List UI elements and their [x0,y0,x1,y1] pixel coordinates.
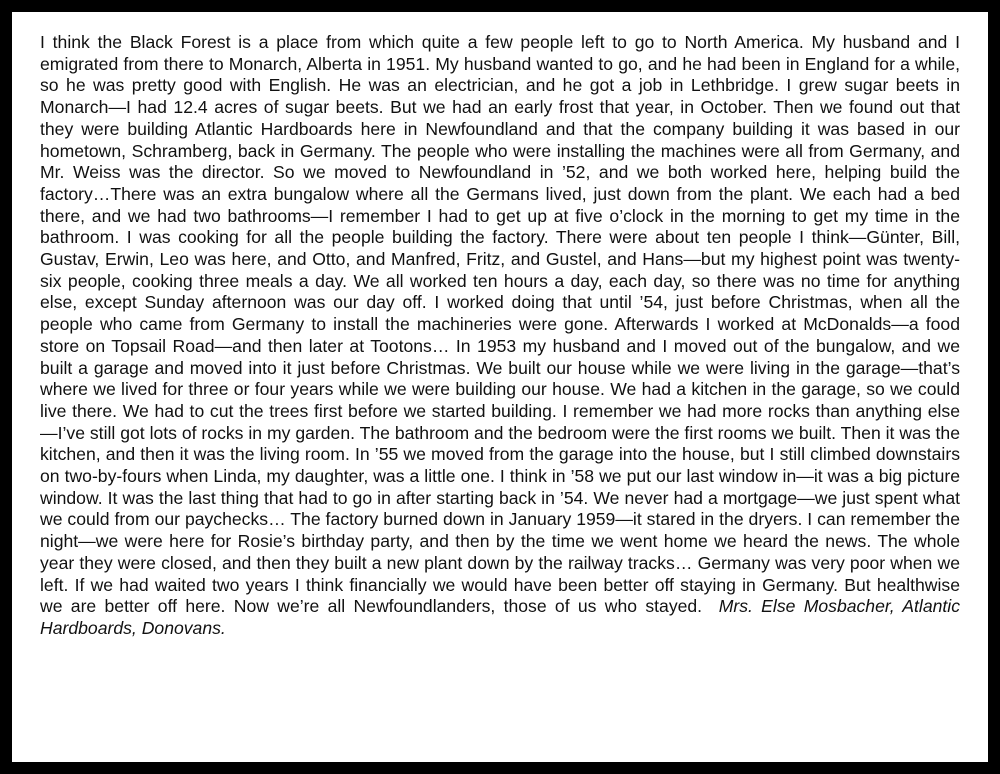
document-page [12,12,988,762]
quote-body: I think the Black Forest is a place from which quite a few people left to go to North America. My husband and I emigrated from there to Monarch, Alberta in 1951. My husband wanted to go, and he had been in England for a while, so he was pretty good with English. He was an electrician, and he got a job in Lethbridge. I grew sugar beets in Monarch—I had 12.4 acres of sugar beets. But we had an early frost that year, in October. Then we found out that they were building Atlantic Hardboards here in Newfoundland and that the company building it was based in our hometown, Schramberg, back in Germany. The people who were installing the machines were all from Germany, and Mr. Weiss was the director. So we moved to Newfoundland in ’52, and we both worked here, helping build the factory…There was an extra bungalow where all the Germans lived, just down from the plant. We each had a bed there, and we had two bathrooms—I remember I had to get up at five o’clock in the morning to get my time in the bathroom. I was cooking for all the people building the factory. There were about ten people I think—Günter, Bill, Gustav, Erwin, Leo was here, and Otto, and Manfred, Fritz, and Gustel, and Hans—but my highest point was twenty-six people, cooking three meals a day. We all worked ten hours a day, each day, so there was no time for anything else, except Sunday afternoon was our day off. I worked doing that until ’54, just before Christmas, when all the people who came from Germany to install the machineries were gone. Afterwards I worked at McDonalds—a food store on Topsail Road—and then later at Tootons… In 1953 my husband and I moved out of the bungalow, and we built a garage and moved into it just before Christmas. We built our house while we were living in the garage—that’s where we lived for three or four years while we were building our house. We had a kitchen in the garage, so we could live there. We had to cut the trees first before we started building. I remember we had more rocks than anything else—I’ve still got lots of rocks in my garden. The bathroom and the bedroom were the first rooms we built. Then it was the kitchen, and then it was the living room. In ’55 we moved from the garage into the house, but I still climbed downstairs on two-by-fours when Linda, my daughter, was a little one. I think in ’58 we put our last window in—it was a big picture window. It was the last thing that had to go in after starting back in ’54. We never had a mortgage—we just spent what we could from our paychecks… The factory burned down in January 1959—it stared in the dryers. I can remember the night—we were here for Rosie’s birthday party, and then by the time we went home we heard the news. The whole year they were closed, and then they built a new plant down by the railway tracks… Germany was very poor when we left. If we had waited two years I think financially we would have been better off staying in Germany. But healthwise we are better off here. Now we’re all Newfoundlanders, those of us who stayed. [40,32,960,617]
oral-history-paragraph [40,32,960,640]
attribution: Mrs. Else Mosbacher, Atlantic Hardboards, Donovans. [40,596,960,638]
